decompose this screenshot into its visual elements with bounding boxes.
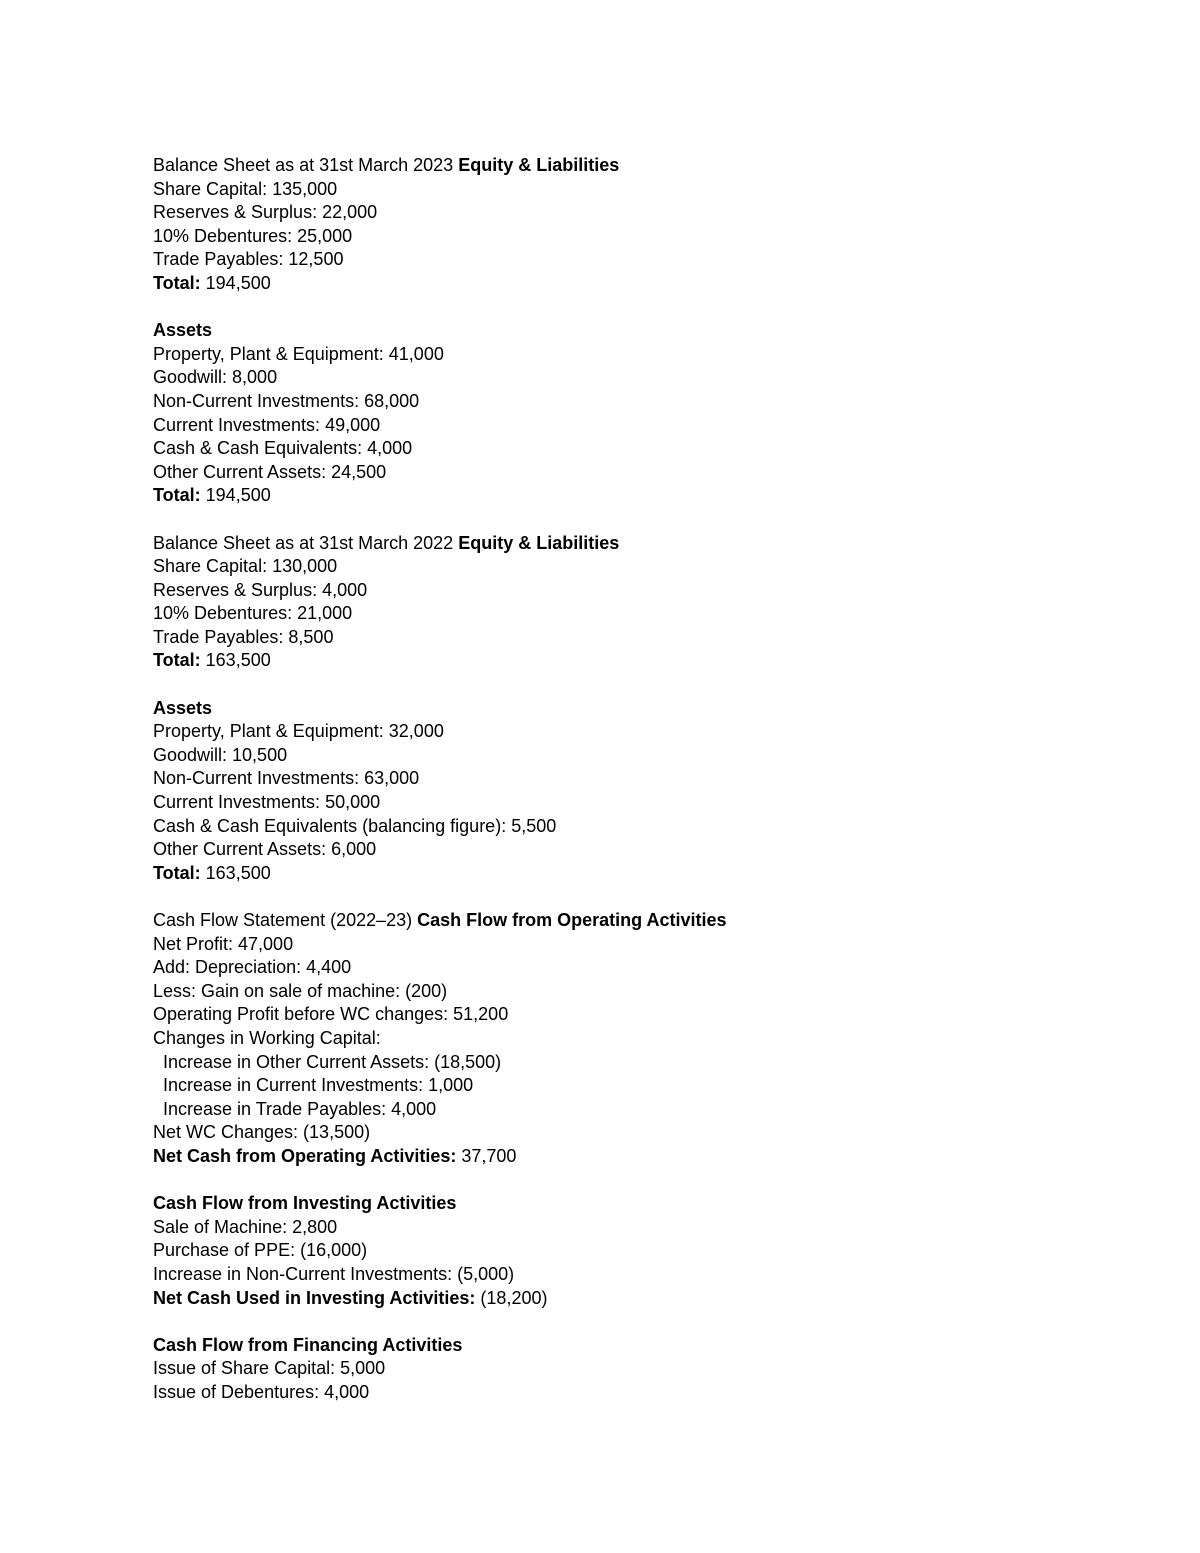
bs2023-asset-item: Non-Current Investments: 68,000: [153, 390, 420, 411]
assets-heading: Assets: [153, 697, 213, 718]
bs2023-heading-text: Balance Sheet as at 31st March 2023: [153, 155, 459, 175]
cfs-investing-item: Sale of Machine: 2,800: [153, 1216, 338, 1237]
cfs-net-wc: Net WC Changes: (13,500): [153, 1122, 371, 1143]
bs2023-el-item: Share Capital: 135,000: [153, 178, 338, 199]
spacer: [153, 673, 1113, 697]
bs2023-asset-item: Cash & Cash Equivalents: 4,000: [153, 438, 413, 459]
spacer: [153, 885, 1113, 909]
total-label: Total:: [153, 862, 201, 883]
cfs-wc-item: Increase in Trade Payables: 4,000: [163, 1098, 437, 1119]
bs2022-el-total: [153, 649, 1113, 673]
total-label: Total:: [153, 485, 201, 506]
bs2023-asset-item: Current Investments: 49,000: [153, 414, 381, 435]
section-heading: Cash Flow from Financing Activities: [153, 1334, 463, 1355]
bs2022-assets-heading: [153, 697, 1113, 721]
cfs-operating-item: Less: Gain on sale of machine: (200): [153, 980, 448, 1001]
cfs-financing-heading: [153, 1334, 1113, 1358]
bs2023-el-total: [153, 272, 1113, 296]
bs2022-asset-item: Cash & Cash Equivalents (balancing figure): 5,500: [153, 815, 557, 836]
bs2023-el-item: Reserves & Surplus: 22,000: [153, 202, 378, 223]
cfs-investing-total: [153, 1287, 1113, 1311]
bs2023-heading-bold: Equity & Liabilities: [458, 155, 620, 175]
bs2022-asset-item: Property, Plant & Equipment: 32,000: [153, 721, 444, 742]
bs2022-asset-item: Current Investments: 50,000: [153, 792, 381, 813]
cfs-wc-item: Increase in Other Current Assets: (18,500): [163, 1051, 502, 1072]
spacer: [153, 508, 1113, 532]
bs2023-asset-item: Other Current Assets: 24,500: [153, 461, 387, 482]
bs2022-assets-total: [153, 862, 1113, 886]
bs2023-el-item: 10% Debentures: 25,000: [153, 225, 353, 246]
bs2023-asset-item: Goodwill: 8,000: [153, 367, 278, 388]
bs2023-heading: [153, 154, 1113, 178]
total-value: (18,200): [475, 1287, 548, 1308]
cfs-operating-total: [153, 1145, 1113, 1169]
bs2022-asset-item: Non-Current Investments: 63,000: [153, 768, 420, 789]
total-label: Total:: [153, 650, 201, 671]
section-heading: Cash Flow from Investing Activities: [153, 1193, 457, 1214]
cfs-heading-text: Cash Flow Statement (2022–23): [153, 910, 418, 930]
bs2022-heading-text: Balance Sheet as at 31st March 2022: [153, 532, 459, 553]
bs2023-assets-total: [153, 484, 1113, 508]
spacer: [153, 296, 1113, 320]
total-label: Net Cash from Operating Activities:: [153, 1145, 457, 1166]
bs2023-assets-heading: [153, 319, 1113, 343]
bs2022-el-item: 10% Debentures: 21,000: [153, 603, 353, 624]
spacer: [153, 1169, 1113, 1193]
total-value: 163,500: [200, 862, 271, 883]
bs2022-asset-item: Other Current Assets: 6,000: [153, 839, 377, 860]
spacer: [153, 1310, 1113, 1334]
total-label: Total:: [153, 272, 201, 293]
bs2023-asset-item: Property, Plant & Equipment: 41,000: [153, 343, 444, 364]
cfs-financing-item: Issue of Share Capital: 5,000: [153, 1358, 386, 1379]
total-value: 194,500: [200, 272, 271, 293]
total-value: 163,500: [200, 650, 271, 671]
cfs-operating-item: Add: Depreciation: 4,400: [153, 957, 352, 978]
cfs-investing-heading: [153, 1192, 1113, 1216]
bs2022-heading-bold: Equity & Liabilities: [458, 532, 620, 553]
cfs-operating-item: Net Profit: 47,000: [153, 933, 294, 954]
bs2023-el-item: Trade Payables: 12,500: [153, 249, 344, 270]
bs2022-heading: [153, 532, 1113, 556]
cfs-heading-bold: Cash Flow from Operating Activities: [417, 910, 727, 930]
total-value: 194,500: [200, 485, 271, 506]
bs2022-el-item: Share Capital: 130,000: [153, 556, 338, 577]
cfs-financing-item: Issue of Debentures: 4,000: [153, 1381, 370, 1402]
bs2022-el-item: Trade Payables: 8,500: [153, 626, 334, 647]
bs2022-asset-item: Goodwill: 10,500: [153, 744, 288, 765]
assets-heading: Assets: [153, 320, 213, 341]
cfs-operating-item: Operating Profit before WC changes: 51,200: [153, 1004, 509, 1025]
cfs-investing-item: Purchase of PPE: (16,000): [153, 1240, 368, 1261]
bs2022-el-item: Reserves & Surplus: 4,000: [153, 579, 368, 600]
document-page: [153, 154, 1113, 1404]
total-label: Net Cash Used in Investing Activities:: [153, 1287, 476, 1308]
total-value: 37,700: [456, 1145, 517, 1166]
cfs-wc-item: Increase in Current Investments: 1,000: [163, 1075, 474, 1096]
cfs-operating-item: Changes in Working Capital:: [153, 1027, 381, 1048]
cfs-heading: [153, 909, 1113, 933]
cfs-investing-item: Increase in Non-Current Investments: (5,000): [153, 1263, 515, 1284]
